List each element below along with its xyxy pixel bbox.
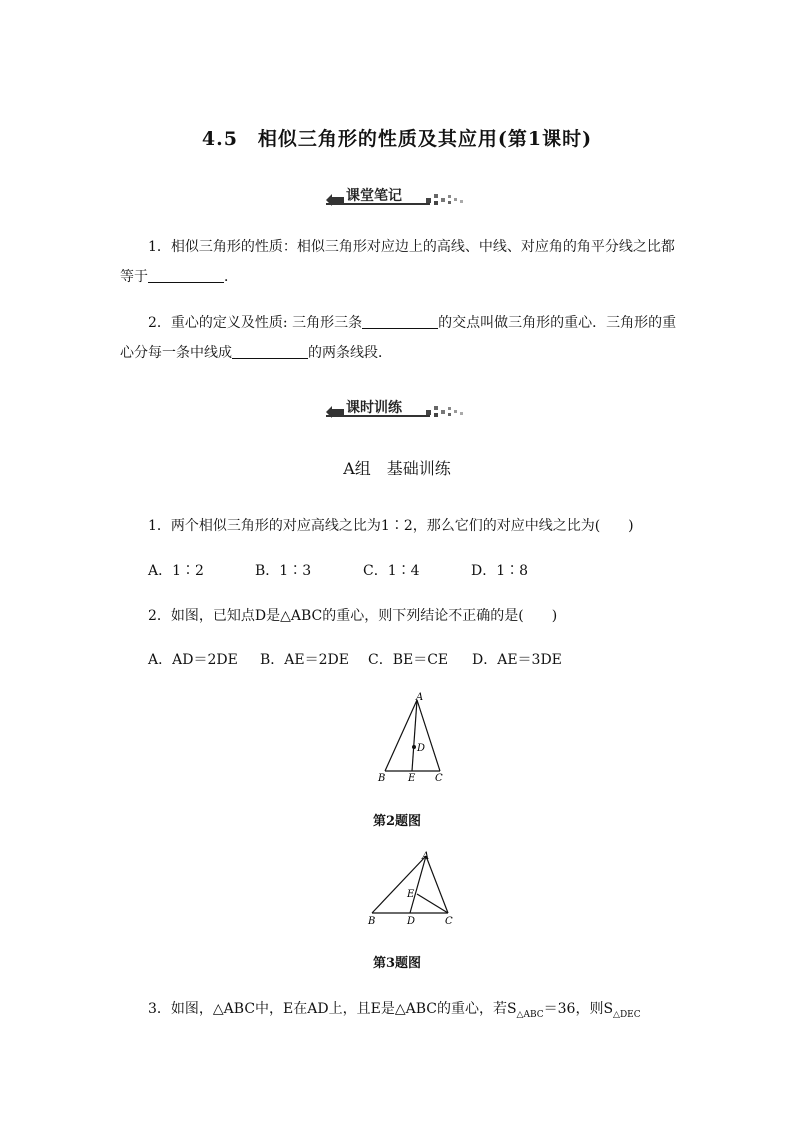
fill-blank-3[interactable] (232, 344, 308, 359)
fig2-side-ac (417, 700, 440, 771)
notes-item-2b-pre: 心分每一条中线成 (120, 345, 232, 361)
banner-notes-graphic (322, 184, 472, 208)
q1-option-a[interactable]: A．1∶2 (148, 563, 204, 579)
fill-blank-1[interactable] (148, 268, 224, 283)
question-1-stem: 1．两个相似三角形的对应高线之比为1∶2，那么它们的对应中线之比为( ) (148, 518, 634, 534)
figure-3-caption: 第3题图 (372, 956, 422, 971)
fig3-label-d: D (407, 916, 416, 927)
notes-item-2-pre: 2．重心的定义及性质: 三角形三条 (148, 315, 363, 331)
banner-training-label: 课时训练 (346, 400, 402, 416)
group-title: A组 基础训练 (343, 459, 451, 478)
fig2-label-a: A (416, 692, 424, 703)
notes-item-1-line-2 (120, 262, 680, 292)
q1-option-d[interactable]: D．1∶8 (471, 563, 529, 579)
q2-option-d[interactable]: D．AE＝3DE (472, 652, 562, 668)
q3-text-1: 3．如图，△ABC中，E在AD上，且E是△ABC的重心，若S (148, 1001, 517, 1017)
notes-item-1-line-1: 1．相似三角形的性质：相似三角形对应边上的高线、中线、对应角的角平分线之比都 (148, 239, 675, 255)
page-title: 4.5 相似三角形的性质及其应用(第1课时) (201, 128, 593, 150)
figure-2 (370, 688, 450, 788)
fig3-label-a: A (422, 851, 430, 862)
q2-option-a[interactable]: A．AD＝2DE (148, 652, 238, 668)
fig3-label-b: B (368, 916, 376, 927)
fig2-label-e: E (408, 773, 416, 784)
fig2-label-b: B (378, 773, 386, 784)
q2-option-c[interactable]: C．BE＝CE (368, 652, 449, 668)
q3-sub-dec: △DEC (613, 1009, 641, 1020)
figure-3 (362, 846, 462, 932)
question-2-options (148, 649, 648, 669)
q1-option-c[interactable]: C．1∶4 (363, 563, 420, 579)
fig2-label-d: D (417, 743, 426, 754)
notes-item-2-post: 的交点叫做三角形的重心．三角形的重 (438, 315, 677, 331)
banner-notes-label: 课堂笔记 (346, 188, 402, 204)
fig3-segment-ec (417, 894, 448, 913)
notes-item-1-pre: 等于 (120, 269, 148, 285)
fill-blank-2[interactable] (362, 314, 438, 329)
question-2-stem: 2．如图，已知点D是△ABC的重心，则下列结论不正确的是( ) (148, 608, 558, 624)
section-banner-training (0, 396, 794, 424)
notes-item-2b-post: 的两条线段． (308, 345, 392, 361)
notes-item-1 (120, 232, 680, 292)
q2-option-b[interactable]: B．AE＝2DE (260, 652, 349, 668)
figure-2-caption: 第2题图 (372, 814, 422, 829)
fig3-side-ac (426, 856, 448, 913)
fig3-label-c: C (445, 916, 453, 927)
fig2-label-c: C (435, 773, 443, 784)
notes-item-2-line-2 (120, 338, 680, 368)
banner-training-graphic (322, 396, 472, 420)
notes-item-2 (120, 308, 680, 368)
section-banner-notes (0, 184, 794, 212)
fig2-point-d (412, 745, 416, 749)
question-3-stem (148, 998, 641, 1020)
q1-option-b[interactable]: B．1∶3 (255, 563, 312, 579)
q3-text-2: ＝36，则S (543, 1001, 614, 1017)
notes-item-2-line-1 (120, 308, 680, 338)
q3-sub-abc: △ABC (516, 1009, 544, 1020)
question-1-options (148, 560, 648, 580)
notes-item-1-post: ． (224, 269, 238, 285)
fig3-label-e: E (407, 889, 415, 900)
